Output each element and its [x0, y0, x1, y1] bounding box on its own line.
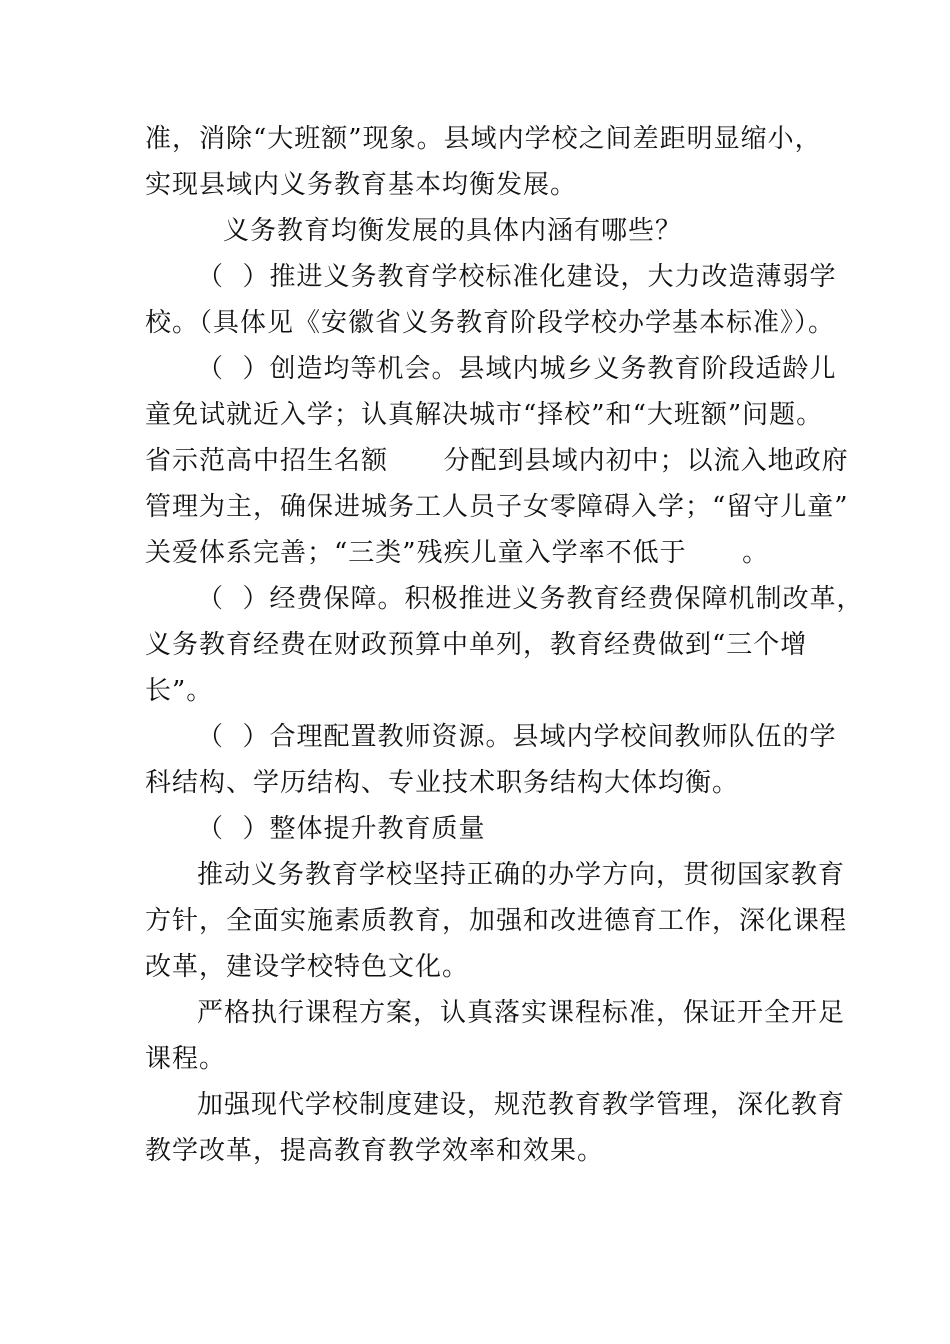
question-heading: 义务教育均衡发展的具体内涵有哪些？ [223, 216, 683, 246]
text-line: 省示范高中招生名额 分配到县域内初中；以流入地政府 [145, 446, 849, 476]
text-line: （ ）整体提升教育质量 [197, 814, 486, 844]
text-line: 管理为主，确保进城务工人员子女零障碍入学；“留守儿童” [145, 492, 849, 522]
text-line: 长”。 [145, 676, 214, 706]
text-line: 关爱体系完善；“三类”残疾儿童入学率不低于 。 [145, 538, 770, 568]
text-line: 改革，建设学校特色文化。 [145, 952, 470, 982]
text-line: （ ）经费保障。积极推进义务教育经费保障机制改革， [197, 584, 864, 614]
text-line: 课程。 [145, 1044, 227, 1074]
text-line: （ ）推进义务教育学校标准化建设，大力改造薄弱学 [197, 262, 837, 292]
text-line: 义务教育经费在财政预算中单列，教育经费做到“三个增 [145, 630, 808, 660]
text-line: 科结构、学历结构、专业技术职务结构大体均衡。 [145, 768, 740, 798]
text-line: （ ）合理配置教师资源。县域内学校间教师队伍的学 [197, 722, 837, 752]
text-line: 方针，全面实施素质教育，加强和改进德育工作，深化课程 [145, 906, 848, 936]
text-line: 准，消除“大班额”现象。县域内学校之间差距明显缩小， [145, 124, 822, 154]
text-line: 严格执行课程方案，认真落实课程标准，保证开全开足 [197, 998, 846, 1028]
text-line: 推动义务教育学校坚持正确的办学方向，贯彻国家教育 [197, 860, 846, 890]
text-line: 教学改革，提高教育教学效率和效果。 [145, 1136, 605, 1166]
text-line: 校。（具体见《安徽省义务教育阶段学校办学基本标准》）。 [145, 308, 836, 338]
document-body [145, 116, 864, 1174]
text-line: 童免试就近入学；认真解决城市“择校”和“大班额”问题。 [145, 400, 824, 430]
text-line: 加强现代学校制度建设，规范教育教学管理，深化教育 [197, 1090, 846, 1120]
text-line: （ ）创造均等机会。县域内城乡义务教育阶段适龄儿 [197, 354, 837, 384]
text-line: 实现县域内义务教育基本均衡发展。 [145, 170, 578, 200]
